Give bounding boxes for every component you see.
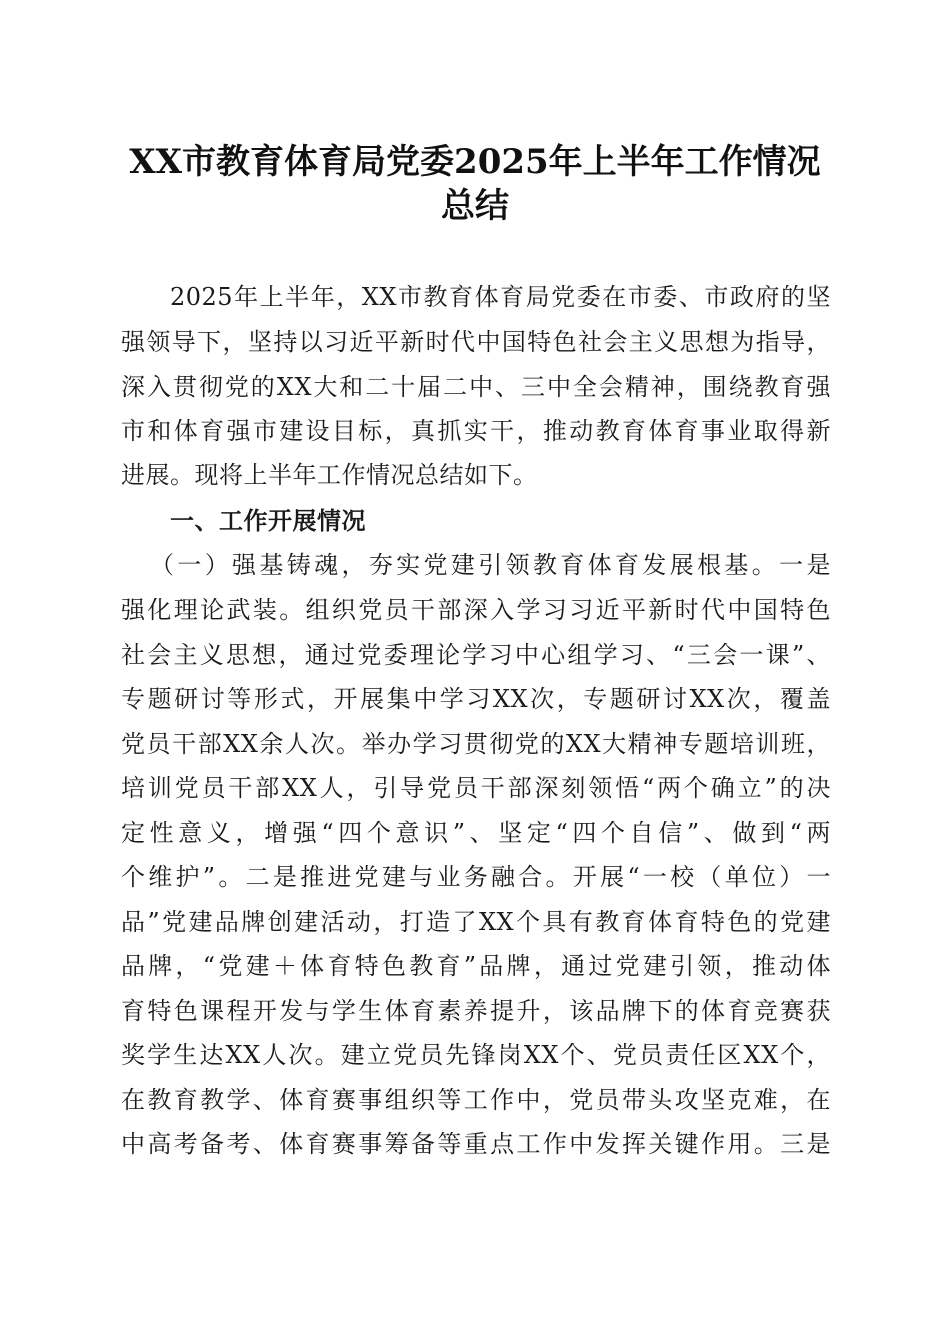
title-line-1: XX市教育体育局党委2025年上半年工作情况	[129, 142, 821, 182]
body-line: 个维护”。二是推进党建与业务融合。开展“一校（单位）一	[121, 863, 831, 891]
intro-line: 深入贯彻党的XX大和二十届二中、三中全会精神，围绕教育强	[121, 373, 831, 401]
body-line: 社会主义思想，通过党委理论学习中心组学习、“三会一课”、	[121, 641, 831, 669]
body-line: 定性意义，增强“四个意识”、坚定“四个自信”、做到“两	[121, 819, 831, 847]
body-line: 在教育教学、体育赛事组织等工作中，党员带头攻坚克难，在	[121, 1086, 831, 1114]
body-line: 育特色课程开发与学生体育素养提升，该品牌下的体育竞赛获	[121, 997, 831, 1025]
body-line: 培训党员干部XX人，引导党员干部深刻领悟“两个确立”的决	[121, 774, 831, 802]
intro-line: 2025年上半年，XX市教育体育局党委在市委、市政府的坚	[170, 283, 831, 311]
body-line: 党员干部XX余人次。举办学习贯彻党的XX大精神专题培训班，	[121, 730, 831, 758]
body-line: （一）强基铸魂，夯实党建引领教育体育发展根基。一是	[150, 551, 831, 579]
body-line: 奖学生达XX人次。建立党员先锋岗XX个、党员责任区XX个，	[121, 1041, 831, 1069]
body-line: 品”党建品牌创建活动，打造了XX个具有教育体育特色的党建	[121, 908, 831, 936]
body-line: 中高考备考、体育赛事筹备等重点工作中发挥关键作用。三是	[121, 1130, 831, 1158]
intro-line: 市和体育强市建设目标，真抓实干，推动教育体育事业取得新	[121, 417, 831, 445]
body-line: 品牌，“党建＋体育特色教育”品牌，通过党建引领，推动体	[121, 952, 831, 980]
section-heading: 一、工作开展情况	[170, 507, 366, 535]
intro-line: 进展。现将上半年工作情况总结如下。	[121, 461, 538, 489]
document-title	[100, 140, 850, 228]
title-line-2: 总结	[441, 186, 509, 226]
intro-line: 强领导下，坚持以习近平新时代中国特色社会主义思想为指导，	[121, 328, 831, 356]
body-line: 强化理论武装。组织党员干部深入学习习近平新时代中国特色	[121, 596, 831, 624]
body-line: 专题研讨等形式，开展集中学习XX次，专题研讨XX次，覆盖	[121, 685, 831, 713]
